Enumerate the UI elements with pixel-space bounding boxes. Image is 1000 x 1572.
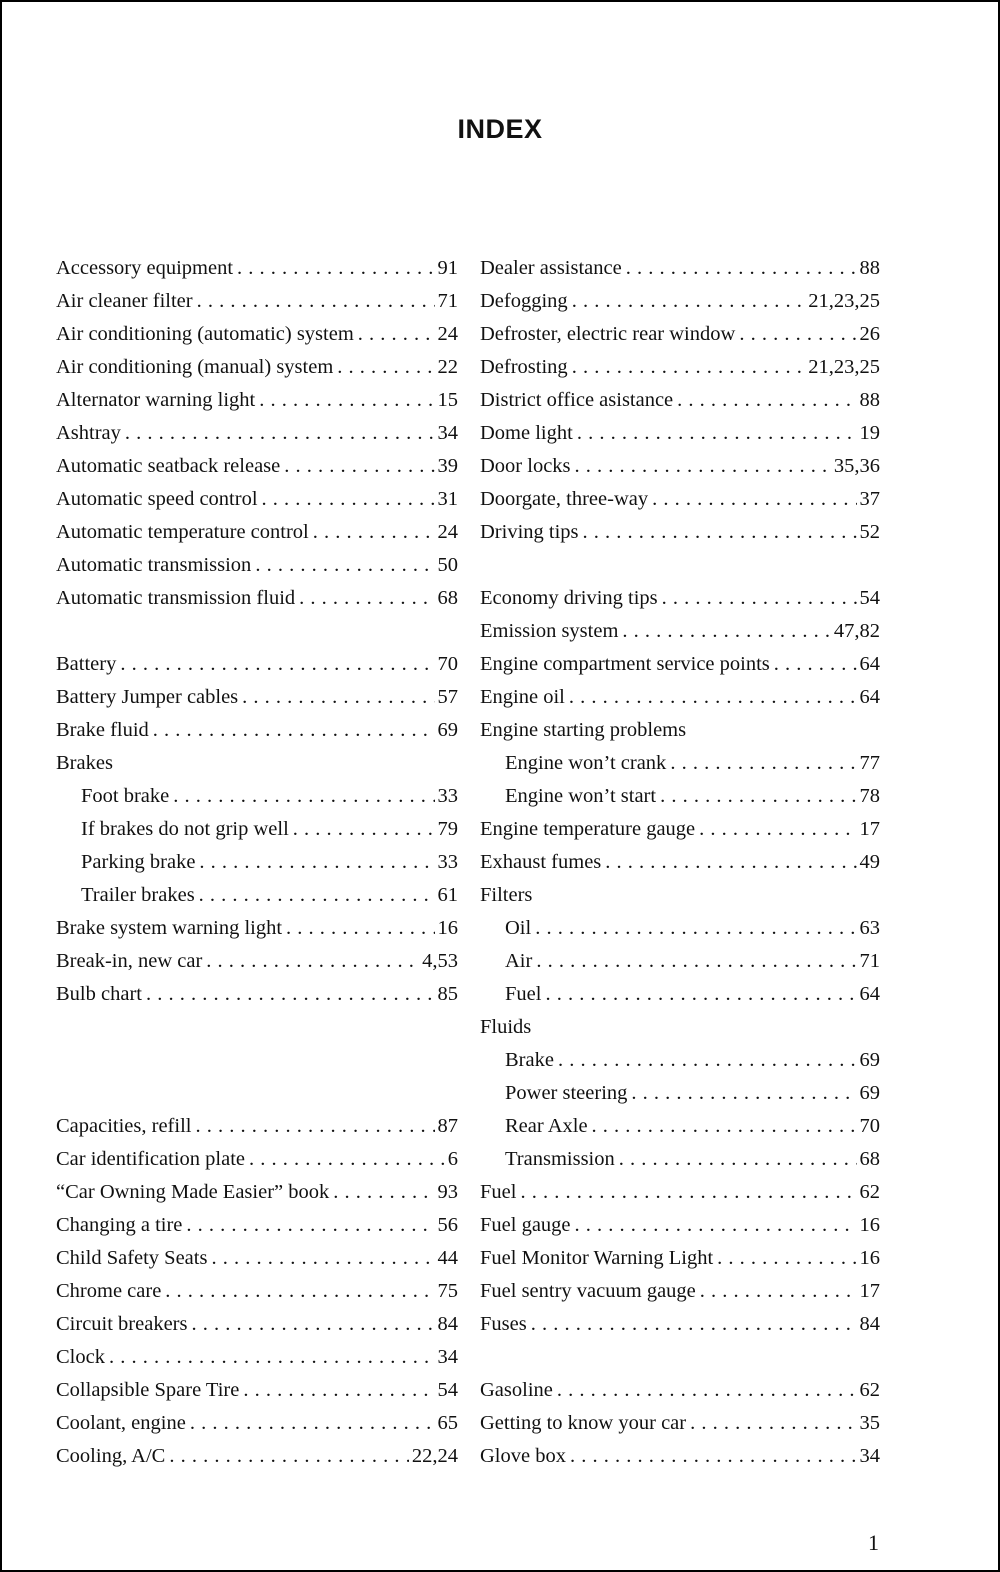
index-entry <box>56 978 458 1011</box>
entry-label: Doorgate, three-way <box>480 488 649 510</box>
entry-page-number: 34 <box>859 1445 880 1467</box>
dot-leader <box>572 285 806 318</box>
dot-leader <box>299 582 434 615</box>
dot-leader <box>583 516 857 549</box>
dot-leader <box>284 450 434 483</box>
dot-leader <box>259 384 434 417</box>
entry-page-number: 22 <box>437 356 458 378</box>
index-entry <box>56 285 458 318</box>
index-entry <box>56 912 458 945</box>
entry-label: Fuel <box>480 1181 517 1203</box>
entry-label: Engine won’t crank <box>505 752 667 774</box>
entry-page-number: 31 <box>437 488 458 510</box>
index-entry <box>480 450 880 483</box>
entry-label: Brake fluid <box>56 719 149 741</box>
dot-leader <box>337 351 434 384</box>
entry-page-number: 34 <box>437 1346 458 1368</box>
entry-page-number: 77 <box>859 752 880 774</box>
index-entry <box>56 252 458 285</box>
entry-label: Defogging <box>480 290 568 312</box>
dot-leader <box>592 1110 857 1143</box>
entry-label: Air conditioning (automatic) system <box>56 323 354 345</box>
page-title: INDEX <box>457 114 543 144</box>
entry-page-number: 35,36 <box>833 455 880 477</box>
entry-page-number: 16 <box>859 1214 880 1236</box>
section-gap <box>480 549 880 582</box>
index-subentry <box>480 978 880 1011</box>
entry-label: Rear Axle <box>505 1115 588 1137</box>
index-entry <box>56 1143 458 1176</box>
dot-leader <box>262 483 435 516</box>
index-heading: Engine starting problems <box>480 719 687 741</box>
index-subentry <box>480 1044 880 1077</box>
dot-leader <box>120 648 434 681</box>
index-entry <box>56 351 458 384</box>
dot-leader <box>125 417 435 450</box>
dot-leader <box>774 648 857 681</box>
entry-page-number: 70 <box>437 653 458 675</box>
entry-page-number: 16 <box>437 917 458 939</box>
entry-page-number: 84 <box>437 1313 458 1335</box>
entry-label: Automatic transmission <box>56 554 252 576</box>
index-entry <box>56 1275 458 1308</box>
index-entry <box>56 648 458 681</box>
entry-label: Engine won’t start <box>505 785 657 807</box>
entry-label: Getting to know your car <box>480 1412 687 1434</box>
index-entry <box>480 516 880 549</box>
dot-leader <box>520 1176 856 1209</box>
entry-label: Break-in, new car <box>56 950 203 972</box>
index-subentry <box>480 780 880 813</box>
entry-page-number: 17 <box>859 1280 880 1302</box>
index-column-left <box>56 252 458 1473</box>
index-entry <box>480 681 880 714</box>
dot-leader <box>153 714 435 747</box>
index-column-right <box>480 252 880 1473</box>
dot-leader <box>558 1044 857 1077</box>
entry-label: Exhaust fumes <box>480 851 602 873</box>
section-gap <box>56 1011 458 1110</box>
dot-leader <box>557 1374 857 1407</box>
index-subentry <box>480 945 880 978</box>
entry-page-number: 65 <box>437 1412 458 1434</box>
dot-leader <box>255 549 434 582</box>
entry-label: Defroster, electric rear window <box>480 323 736 345</box>
entry-label: Emission system <box>480 620 619 642</box>
index-entry <box>480 252 880 285</box>
dot-leader <box>286 912 434 945</box>
index-entry <box>480 417 880 450</box>
dot-leader <box>699 813 856 846</box>
entry-page-number: 21,23,25 <box>808 356 880 378</box>
dot-leader <box>677 384 856 417</box>
dot-leader <box>197 285 435 318</box>
index-entry <box>56 1407 458 1440</box>
index-entry <box>480 483 880 516</box>
entry-label: Dome light <box>480 422 573 444</box>
index-entry <box>56 483 458 516</box>
entry-page-number: 91 <box>437 257 458 279</box>
entry-page-number: 44 <box>437 1247 458 1269</box>
dot-leader <box>195 1110 434 1143</box>
entry-label: “Car Owning Made Easier” book <box>56 1181 330 1203</box>
entry-label: Transmission <box>505 1148 615 1170</box>
dot-leader <box>652 483 856 516</box>
index-entry <box>480 648 880 681</box>
entry-page-number: 68 <box>859 1148 880 1170</box>
entry-label: If brakes do not grip well <box>81 818 289 840</box>
entry-label: Power steering <box>505 1082 628 1104</box>
dot-leader <box>186 1209 434 1242</box>
dot-leader <box>109 1341 435 1374</box>
entry-page-number: 62 <box>859 1379 880 1401</box>
section-gap <box>480 1341 880 1374</box>
dot-leader <box>575 450 831 483</box>
dot-leader <box>333 1176 434 1209</box>
entry-page-number: 15 <box>437 389 458 411</box>
index-entry <box>56 1176 458 1209</box>
entry-label: Chrome care <box>56 1280 162 1302</box>
index-entry <box>480 1275 880 1308</box>
entry-page-number: 34 <box>437 422 458 444</box>
entry-label: Automatic temperature control <box>56 521 309 543</box>
entry-page-number: 64 <box>859 686 880 708</box>
entry-label: Circuit breakers <box>56 1313 188 1335</box>
entry-label: Gasoline <box>480 1379 553 1401</box>
entry-page-number: 24 <box>437 323 458 345</box>
dot-leader <box>199 846 434 879</box>
entry-page-number: 62 <box>859 1181 880 1203</box>
entry-label: Alternator warning light <box>56 389 256 411</box>
dot-leader <box>211 1242 434 1275</box>
dot-leader <box>313 516 435 549</box>
entry-page-number: 64 <box>859 653 880 675</box>
entry-label: Fuel <box>505 983 542 1005</box>
dot-leader <box>249 1143 445 1176</box>
index-entry <box>480 582 880 615</box>
entry-label: Economy driving tips <box>480 587 658 609</box>
entry-page-number: 33 <box>437 851 458 873</box>
entry-label: Dealer assistance <box>480 257 622 279</box>
index-entry <box>56 714 458 747</box>
index-entry <box>480 846 880 879</box>
index-entry <box>56 1374 458 1407</box>
index-subentry <box>56 813 458 846</box>
index-entry <box>480 1209 880 1242</box>
entry-label: Driving tips <box>480 521 579 543</box>
index-entry <box>56 582 458 615</box>
index-heading: Filters <box>480 884 533 906</box>
entry-label: Ashtray <box>56 422 121 444</box>
dot-leader <box>531 1308 857 1341</box>
entry-page-number: 37 <box>859 488 880 510</box>
index-subentry <box>480 1110 880 1143</box>
index-subentry <box>480 912 880 945</box>
dot-leader <box>626 252 857 285</box>
index-subentry <box>480 1143 880 1176</box>
index-entry <box>480 351 880 384</box>
index-entry <box>480 813 880 846</box>
index-entry <box>480 1176 880 1209</box>
index-entry <box>56 1242 458 1275</box>
dot-leader <box>631 1077 856 1110</box>
entry-label: Fuses <box>480 1313 527 1335</box>
dot-leader <box>190 1407 435 1440</box>
entry-label: Foot brake <box>81 785 170 807</box>
dot-leader <box>545 978 856 1011</box>
page-number: 1 <box>868 1530 879 1555</box>
index-entry <box>480 285 880 318</box>
entry-page-number: 78 <box>859 785 880 807</box>
entry-page-number: 54 <box>859 587 880 609</box>
dot-leader <box>619 1143 857 1176</box>
index-heading: Fluids <box>480 1016 532 1038</box>
index-entry <box>56 417 458 450</box>
section-gap <box>56 615 458 648</box>
entry-label: Accessory equipment <box>56 257 234 279</box>
entry-page-number: 61 <box>437 884 458 906</box>
entry-label: Clock <box>56 1346 105 1368</box>
index-entry <box>480 1242 880 1275</box>
entry-label: Coolant, engine <box>56 1412 186 1434</box>
entry-page-number: 19 <box>859 422 880 444</box>
index-entry <box>56 450 458 483</box>
entry-label: District office asistance <box>480 389 674 411</box>
entry-page-number: 21,23,25 <box>808 290 880 312</box>
dot-leader <box>605 846 856 879</box>
index-entry <box>56 1308 458 1341</box>
entry-page-number: 16 <box>859 1247 880 1269</box>
entry-page-number: 88 <box>859 257 880 279</box>
entry-label: Defrosting <box>480 356 568 378</box>
entry-label: Bulb chart <box>56 983 142 1005</box>
index-entry <box>56 1440 458 1473</box>
dot-leader <box>572 351 806 384</box>
dot-leader <box>739 318 856 351</box>
dot-leader <box>293 813 435 846</box>
entry-label: Engine compartment service points <box>480 653 770 675</box>
entry-page-number: 57 <box>437 686 458 708</box>
entry-page-number: 52 <box>859 521 880 543</box>
dot-leader <box>199 879 435 912</box>
dot-leader <box>242 681 434 714</box>
dot-leader <box>569 681 857 714</box>
index-subentry <box>56 879 458 912</box>
entry-label: Child Safety Seats <box>56 1247 208 1269</box>
index-entry <box>480 318 880 351</box>
dot-leader <box>169 1440 409 1473</box>
entry-page-number: 22,24 <box>411 1445 458 1467</box>
entry-page-number: 24 <box>437 521 458 543</box>
entry-page-number: 50 <box>437 554 458 576</box>
index-entry <box>480 384 880 417</box>
entry-label: Glove box <box>480 1445 566 1467</box>
entry-page-number: 69 <box>437 719 458 741</box>
index-entry <box>56 1341 458 1374</box>
entry-label: Engine oil <box>480 686 565 708</box>
entry-label: Automatic speed control <box>56 488 258 510</box>
dot-leader <box>173 780 434 813</box>
dot-leader <box>700 1275 857 1308</box>
entry-page-number: 84 <box>859 1313 880 1335</box>
entry-label: Air cleaner filter <box>56 290 193 312</box>
entry-label: Door locks <box>480 455 571 477</box>
entry-label: Fuel Monitor Warning Light <box>480 1247 714 1269</box>
dot-leader <box>165 1275 434 1308</box>
entry-page-number: 75 <box>437 1280 458 1302</box>
entry-page-number: 54 <box>437 1379 458 1401</box>
index-entry <box>56 549 458 582</box>
entry-page-number: 93 <box>437 1181 458 1203</box>
entry-page-number: 68 <box>437 587 458 609</box>
entry-page-number: 26 <box>859 323 880 345</box>
entry-page-number: 79 <box>437 818 458 840</box>
entry-page-number: 70 <box>859 1115 880 1137</box>
entry-page-number: 47,82 <box>833 620 880 642</box>
entry-page-number: 17 <box>859 818 880 840</box>
dot-leader <box>358 318 435 351</box>
index-entry <box>480 615 880 648</box>
entry-label: Capacities, refill <box>56 1115 192 1137</box>
entry-page-number: 35 <box>859 1412 880 1434</box>
index-entry <box>56 516 458 549</box>
entry-page-number: 88 <box>859 389 880 411</box>
index-entry <box>56 318 458 351</box>
entry-page-number: 87 <box>437 1115 458 1137</box>
dot-leader <box>575 1209 857 1242</box>
dot-leader <box>536 945 856 978</box>
dot-leader <box>690 1407 856 1440</box>
dot-leader <box>146 978 435 1011</box>
index-entry <box>56 681 458 714</box>
index-entry <box>56 1110 458 1143</box>
entry-page-number: 64 <box>859 983 880 1005</box>
index-heading: Brakes <box>56 752 113 774</box>
index-subentry <box>480 747 880 780</box>
index-entry <box>480 1440 880 1473</box>
index-entry <box>480 1407 880 1440</box>
entry-label: Oil <box>505 917 532 939</box>
dot-leader <box>577 417 857 450</box>
entry-label: Changing a tire <box>56 1214 183 1236</box>
entry-page-number: 39 <box>437 455 458 477</box>
dot-leader <box>535 912 856 945</box>
entry-label: Battery Jumper cables <box>56 686 239 708</box>
dot-leader <box>243 1374 434 1407</box>
entry-page-number: 56 <box>437 1214 458 1236</box>
index-entry <box>56 945 458 978</box>
entry-page-number: 6 <box>447 1148 458 1170</box>
entry-page-number: 71 <box>859 950 880 972</box>
entry-page-number: 49 <box>859 851 880 873</box>
entry-page-number: 85 <box>437 983 458 1005</box>
entry-page-number: 33 <box>437 785 458 807</box>
entry-page-number: 69 <box>859 1082 880 1104</box>
entry-label: Brake <box>505 1049 554 1071</box>
index-subentry <box>480 1077 880 1110</box>
entry-label: Air conditioning (manual) system <box>56 356 334 378</box>
entry-label: Brake system warning light <box>56 917 283 939</box>
index-subentry <box>56 846 458 879</box>
index-subentry <box>56 780 458 813</box>
dot-leader <box>622 615 830 648</box>
entry-label: Engine temperature gauge <box>480 818 696 840</box>
entry-label: Air <box>505 950 533 972</box>
entry-page-number: 71 <box>437 290 458 312</box>
entry-label: Parking brake <box>81 851 196 873</box>
entry-label: Fuel gauge <box>480 1214 571 1236</box>
dot-leader <box>206 945 419 978</box>
dot-leader <box>570 1440 857 1473</box>
entry-page-number: 4,53 <box>422 950 458 972</box>
entry-label: Trailer brakes <box>81 884 195 906</box>
index-entry <box>480 1374 880 1407</box>
entry-label: Fuel sentry vacuum gauge <box>480 1280 696 1302</box>
index-entry <box>56 384 458 417</box>
dot-leader <box>237 252 434 285</box>
dot-leader <box>717 1242 856 1275</box>
index-entry <box>480 1308 880 1341</box>
dot-leader <box>670 747 856 780</box>
dot-leader <box>660 780 856 813</box>
entry-label: Automatic seatback release <box>56 455 281 477</box>
entry-page-number: 69 <box>859 1049 880 1071</box>
dot-leader <box>192 1308 435 1341</box>
entry-label: Automatic transmission fluid <box>56 587 296 609</box>
entry-label: Cooling, A/C <box>56 1445 166 1467</box>
entry-page-number: 63 <box>859 917 880 939</box>
entry-label: Collapsible Spare Tire <box>56 1379 240 1401</box>
index-entry <box>56 1209 458 1242</box>
entry-label: Battery <box>56 653 117 675</box>
entry-label: Car identification plate <box>56 1148 245 1170</box>
dot-leader <box>662 582 857 615</box>
